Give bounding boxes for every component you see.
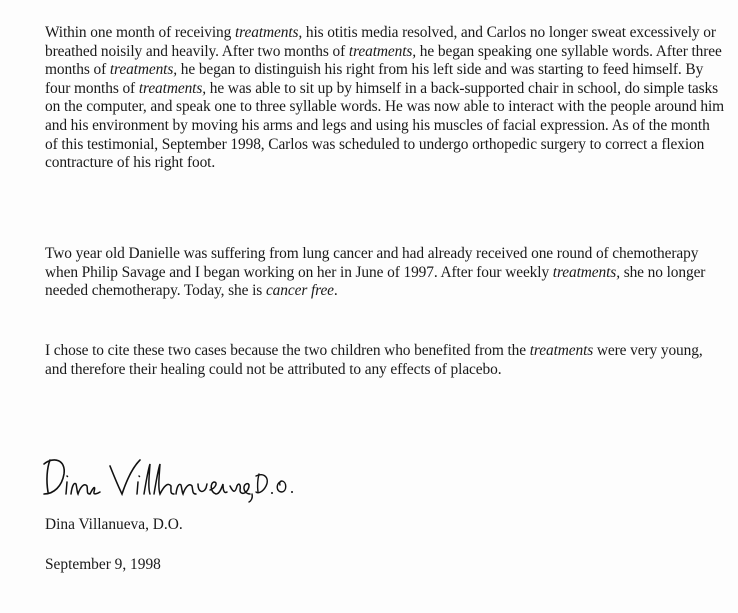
letter-date: September 9, 1998 [45,556,161,573]
emphasis-text: cancer free [265,282,334,300]
emphasis-text: treatments [529,342,594,359]
handwritten-signature [40,452,310,504]
emphasis-text: treatments, [138,79,206,97]
emphasis-text: treatments, [348,42,417,60]
paragraph-conclusion: I chose to cite these two cases because the two children who benefited from the treatments were very young, and therefore their healing could not be attributed to any effects of placebo. [45,342,703,378]
signer-name: Dina Villanueva, D.O. [45,516,183,533]
emphasis-text: treatments, [552,263,620,281]
emphasis-text: treatments, [109,61,177,79]
emphasis-text: treatments, [235,24,303,41]
paragraph-carlos: Within one month of receiving treatments, his otitis media resolved, and Carlos no longer sweat excessively or breathed noisily and heavily. After two months of treatments, he began speaking one syllable words. After three months of treatments, he began to distinguish his right from his left side and was starting to feed himself. By four months of treatments, he was able to sit up by himself in a back-supported chair in school, do simple tasks on the computer, and speak one to three syllable words. He was now able to interact with the people around him and his environment by moving his arms and legs and using his muscles of facial expression. As of the month of this testimonial, September 1998, Carlos was scheduled to undergo orthopedic surgery to correct a flexion contracture of his right foot. [45,24,725,172]
paragraph-danielle: Two year old Danielle was suffering from lung cancer and had already received one round of chemotherapy when Philip Savage and I began working on her in June of 1997. After four weekly treatments, she no longer needed chemotherapy. Today, she is cancer free. [45,245,706,300]
